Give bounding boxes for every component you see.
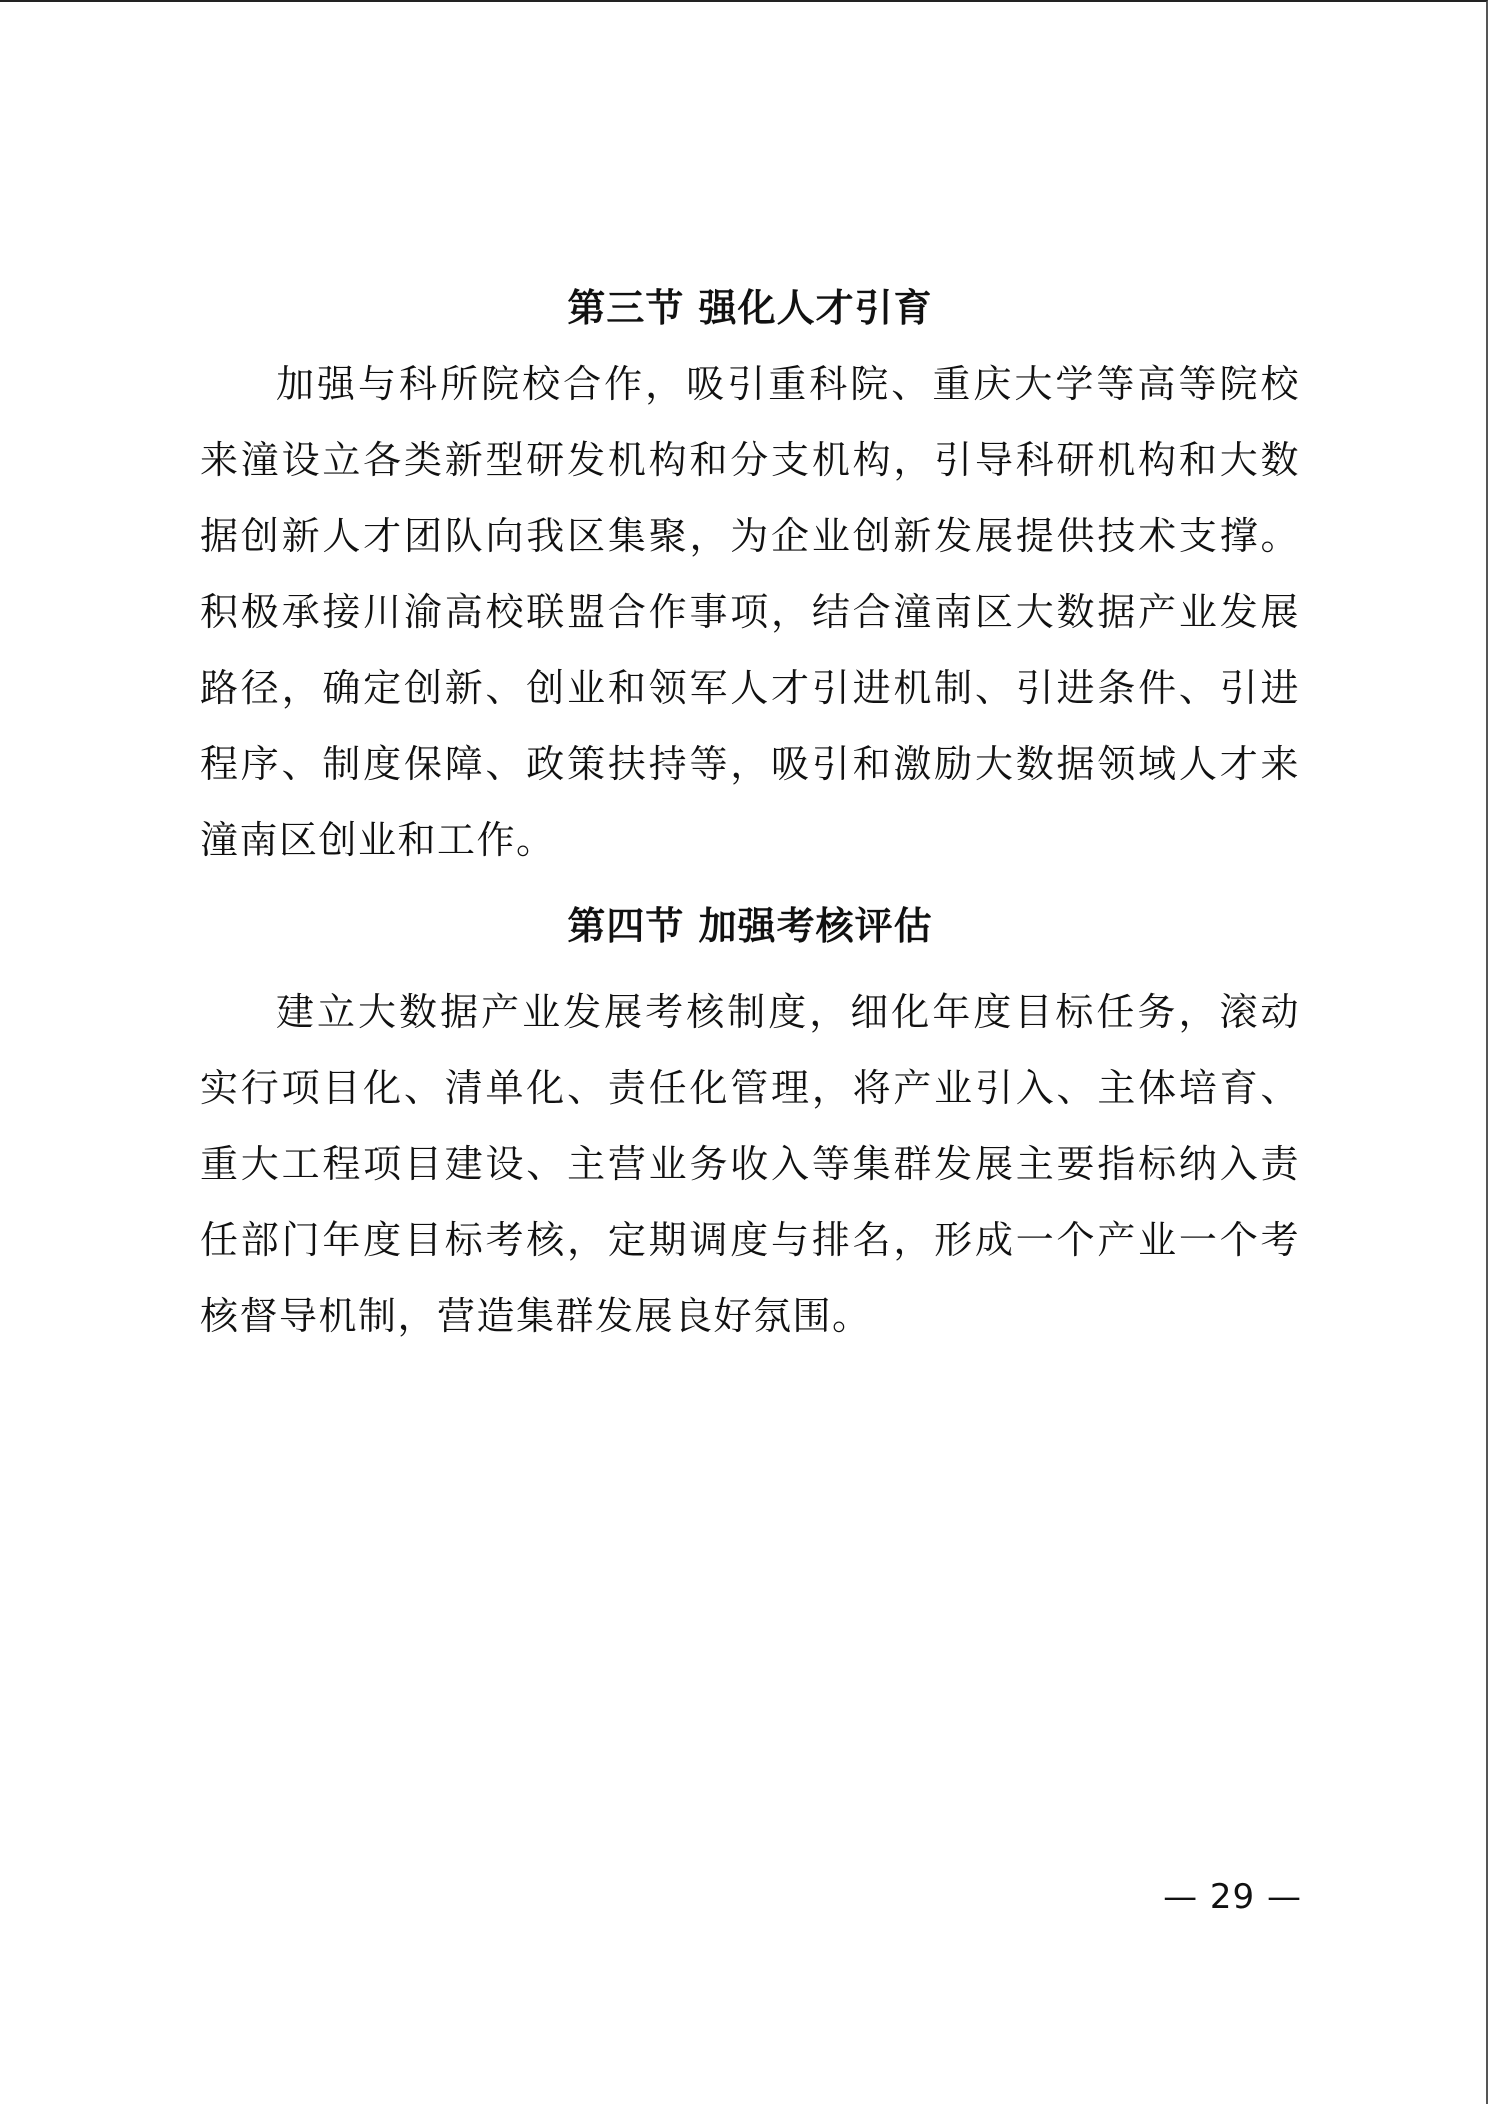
page-number: — 29 — (1163, 1877, 1302, 1917)
document-body (200, 270, 1300, 1354)
section-4-paragraph: 建立大数据产业发展考核制度，细化年度目标任务，滚动实行项目化、清单化、责任化管理，将产业引入、主体培育、重大工程项目建设、主营业务收入等集群发展主要指标纳入责任部门年度目标考核，定期调度与排名，形成一个产业一个考核督导机制，营造集群发展良好氛围。 (200, 990, 1300, 1338)
section-3-paragraph: 加强与科所院校合作，吸引重科院、重庆大学等高等院校来潼设立各类新型研发机构和分支机构，引导科研机构和大数据创新人才团队向我区集聚，为企业创新发展提供技术支撑。积极承接川渝高校联盟合作事项，结合潼南区大数据产业发展路径，确定创新、创业和领军人才引进机制、引进条件、引进程序、制度保障、政策扶持等，吸引和激励大数据领域人才来潼南区创业和工作。 (200, 362, 1300, 862)
section-4-title: 第四节 加强考核评估 (567, 903, 933, 948)
section-3-title: 第三节 强化人才引育 (567, 285, 933, 330)
